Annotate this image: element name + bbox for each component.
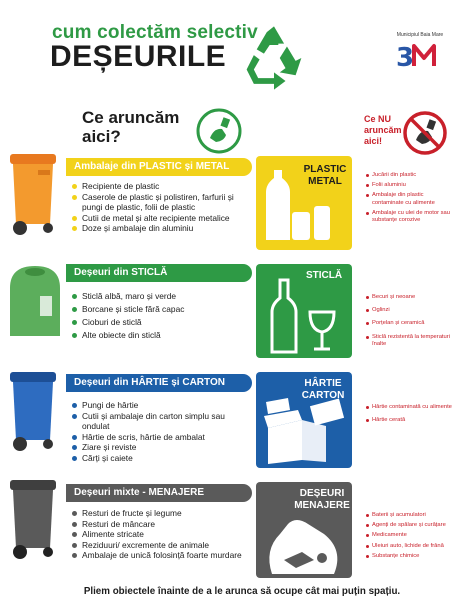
footer-note: Pliem obiectele înainte de a le arunca să ocupe cât mai puțin spațiu. [83,586,401,597]
panel-label: STICLĂ [305,270,343,281]
blue-bin-icon [8,370,58,452]
gray-bin-icon [8,478,58,560]
list-item: Hârtie cerată [366,417,452,424]
list-item: Cărți și caiete [72,453,248,464]
list-item: Oglinzi [366,307,452,314]
list-item: Reziduuri/ excremente de animale [72,540,248,551]
list-item: Porțelan și ceramică [366,320,452,327]
list-item: Baterii și acumulatori [366,512,452,519]
city-logo-icon [392,40,444,70]
section-plastic-title: Ambalaje din PLASTIC și METAL [66,158,252,176]
list-item: Cutii și ambalaje din carton simplu sau ondulat [72,411,248,432]
list-item: Resturi de mâncare [72,519,248,530]
subtitle: cum colectăm selectiv [52,22,258,43]
list-item: Agenți de spălare și curățare [366,522,452,529]
yellow-bin-icon [8,152,58,238]
section-mixed-title: Deșeuri mixte - MENAJERE [66,484,252,502]
paper-panel [256,372,352,468]
bottle-and-glass-icon [264,276,348,356]
list-item: Cioburi de sticlă [72,316,248,329]
section-plastic-list [72,181,248,234]
list-item: Jucării din plastic [366,172,452,179]
section-glass-list [72,290,248,342]
mixed-not-list [366,512,452,563]
list-item: Becuri și neoane [366,294,452,301]
list-item: Sticlă albă, maro și verde [72,290,248,303]
question-no: Ce NU aruncăm aici! [364,114,402,146]
section-paper-title: Deșeuri din HÂRTIE și CARTON [66,374,252,392]
list-item: Folii aluminiu [366,182,452,189]
list-item: Ziare și reviste [72,442,248,453]
green-glass-container-icon [6,262,64,338]
question-yes: Ce aruncăm aici? [82,108,180,146]
do-not-throw-icon [402,110,448,156]
list-item: Borcane și sticle fără capac [72,303,248,316]
list-item: Ambalaje din plastic contaminate cu alimente [366,192,452,206]
list-item: Caserole de plastic și polistiren, farfurii și pungi de plastic, folii de plastic [72,192,248,213]
list-item: Hârtie de scris, hârtie de ambalat [72,432,248,443]
bottle-and-cans-icon [262,164,348,246]
list-item: Cutii de metal și alte recipiente metalice [72,213,248,224]
list-item: Medicamente [366,532,452,539]
paper-not-list [366,404,452,427]
list-item: Hârtie contaminată cu alimente [366,404,452,411]
page-title: DEȘEURILE [50,40,227,73]
list-item: Sticlă rezistentă la temperaturi înalte [366,334,452,348]
plastic-not-list [366,172,452,227]
section-glass-title: Deșeuri din STICLĂ [66,264,252,282]
list-item: Substanțe chimice [366,553,452,560]
panel-label: PLASTIC METAL [303,164,347,187]
list-item: Ambalaje cu ulei de motor sau substanțe corozive [366,210,452,224]
glass-panel [256,264,352,358]
panel-label: HÂRTIE CARTON [301,378,345,401]
list-item: Ambalaje de unică folosință foarte murdare [72,550,248,561]
list-item: Uleiuri auto, lichide de frână [366,543,452,550]
section-mixed-list [72,508,248,561]
recycle-icon [238,22,310,94]
panel-label: DEȘEURI MENAJERE [294,488,350,511]
municipality-label: Municipiul Baia Mare [396,32,444,38]
list-item: Alimente stricate [72,529,248,540]
garbage-bag-icon [262,510,348,576]
list-item: Pungi de hârtie [72,400,248,411]
mixed-waste-panel [256,482,352,578]
list-item: Recipiente de plastic [72,181,248,192]
list-item: Doze și ambalaje din aluminiu [72,223,248,234]
plastic-metal-panel [256,156,352,250]
list-item: Resturi de fructe și legume [72,508,248,519]
throw-here-icon [196,108,242,154]
list-item: Alte obiecte din sticlă [72,329,248,342]
svg-text:3: 3 [396,43,415,70]
glass-not-list [366,294,452,351]
section-paper-list [72,400,248,464]
box-and-newspaper-icon [262,394,348,466]
